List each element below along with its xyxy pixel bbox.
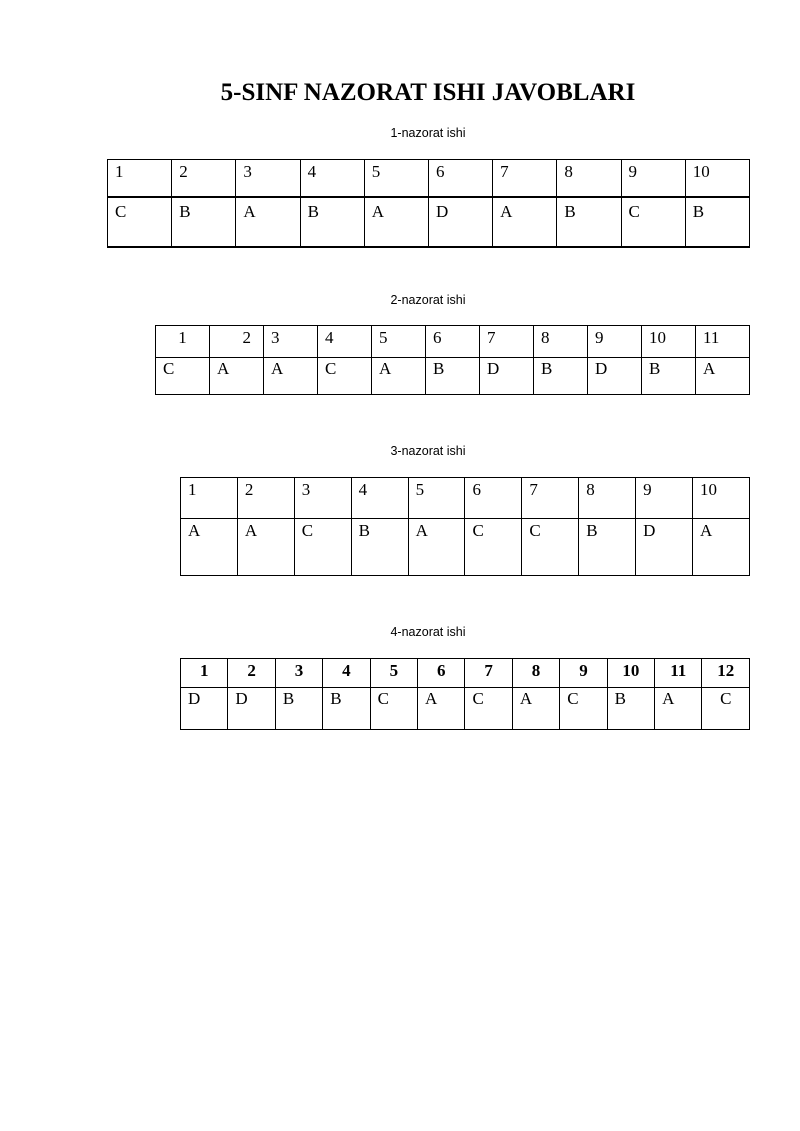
answer-cell: B <box>557 197 621 247</box>
answer-cell: C <box>370 688 417 730</box>
answer-row <box>108 197 750 247</box>
question-number: 6 <box>428 160 492 198</box>
question-number: 4 <box>323 659 370 688</box>
answer-cell: D <box>588 358 642 395</box>
question-number: 6 <box>426 326 480 358</box>
section-1-caption: 1-nazorat ishi <box>390 126 466 140</box>
answer-cell: C <box>108 197 172 247</box>
answer-cell: A <box>493 197 557 247</box>
answer-table-3 <box>180 477 750 576</box>
answer-cell: C <box>702 688 750 730</box>
answer-row <box>156 358 750 395</box>
question-number-row <box>156 326 750 358</box>
question-number: 10 <box>685 160 749 198</box>
question-number: 2 <box>172 160 236 198</box>
answer-row <box>181 688 750 730</box>
answer-cell: A <box>372 358 426 395</box>
answer-cell: B <box>607 688 654 730</box>
question-number: 1 <box>108 160 172 198</box>
question-number: 8 <box>557 160 621 198</box>
answer-cell: A <box>696 358 750 395</box>
question-number: 2 <box>210 326 264 358</box>
answer-table-2 <box>155 325 750 395</box>
question-number-row <box>181 659 750 688</box>
answer-cell: D <box>636 519 693 576</box>
question-number: 7 <box>480 326 534 358</box>
question-number: 6 <box>418 659 465 688</box>
question-number: 4 <box>318 326 372 358</box>
answer-cell: B <box>426 358 480 395</box>
answer-cell: B <box>579 519 636 576</box>
question-number: 9 <box>636 478 693 519</box>
question-number: 7 <box>465 659 512 688</box>
answer-cell: A <box>512 688 559 730</box>
answer-cell: A <box>237 519 294 576</box>
answer-row <box>181 519 750 576</box>
answer-cell: C <box>294 519 351 576</box>
question-number-row <box>181 478 750 519</box>
section-2-caption: 2-nazorat ishi <box>390 293 466 307</box>
question-number-row <box>108 160 750 198</box>
answer-cell: B <box>300 197 364 247</box>
question-number: 3 <box>236 160 300 198</box>
question-number: 9 <box>560 659 607 688</box>
answer-cell: A <box>655 688 702 730</box>
question-number: 1 <box>181 478 238 519</box>
answer-cell: A <box>693 519 750 576</box>
answer-cell: C <box>465 688 512 730</box>
answer-cell: D <box>480 358 534 395</box>
answer-cell: A <box>236 197 300 247</box>
answer-cell: D <box>181 688 228 730</box>
question-number: 10 <box>642 326 696 358</box>
question-number: 9 <box>588 326 642 358</box>
question-number: 5 <box>364 160 428 198</box>
answer-cell: A <box>264 358 318 395</box>
answer-cell: B <box>351 519 408 576</box>
answer-cell: A <box>181 519 238 576</box>
answer-cell: C <box>465 519 522 576</box>
question-number: 9 <box>621 160 685 198</box>
answer-cell: B <box>685 197 749 247</box>
answer-table-1 <box>107 159 750 248</box>
answer-cell: C <box>560 688 607 730</box>
answer-cell: A <box>364 197 428 247</box>
answer-cell: C <box>621 197 685 247</box>
answer-table-4 <box>180 658 750 730</box>
question-number: 7 <box>493 160 557 198</box>
question-number: 4 <box>300 160 364 198</box>
answer-cell: C <box>156 358 210 395</box>
section-3-caption: 3-nazorat ishi <box>390 444 466 458</box>
question-number: 5 <box>370 659 417 688</box>
question-number: 12 <box>702 659 750 688</box>
question-number: 11 <box>655 659 702 688</box>
answer-cell: B <box>323 688 370 730</box>
question-number: 4 <box>351 478 408 519</box>
question-number: 3 <box>294 478 351 519</box>
question-number: 10 <box>607 659 654 688</box>
question-number: 8 <box>579 478 636 519</box>
question-number: 5 <box>408 478 465 519</box>
question-number: 8 <box>534 326 588 358</box>
answer-cell: B <box>172 197 236 247</box>
question-number: 2 <box>228 659 275 688</box>
question-number: 8 <box>512 659 559 688</box>
answer-cell: A <box>210 358 264 395</box>
answer-cell: B <box>275 688 322 730</box>
question-number: 1 <box>156 326 210 358</box>
answer-cell: B <box>642 358 696 395</box>
question-number: 11 <box>696 326 750 358</box>
question-number: 3 <box>275 659 322 688</box>
question-number: 6 <box>465 478 522 519</box>
answer-cell: D <box>428 197 492 247</box>
page-title: 5-SINF NAZORAT ISHI JAVOBLARI <box>220 79 636 106</box>
answer-cell: A <box>418 688 465 730</box>
question-number: 5 <box>372 326 426 358</box>
question-number: 3 <box>264 326 318 358</box>
answer-cell: B <box>534 358 588 395</box>
section-4-caption: 4-nazorat ishi <box>390 625 466 639</box>
question-number: 10 <box>693 478 750 519</box>
question-number: 2 <box>237 478 294 519</box>
answer-cell: A <box>408 519 465 576</box>
question-number: 7 <box>522 478 579 519</box>
answer-cell: D <box>228 688 275 730</box>
answer-cell: C <box>522 519 579 576</box>
answer-cell: C <box>318 358 372 395</box>
question-number: 1 <box>181 659 228 688</box>
